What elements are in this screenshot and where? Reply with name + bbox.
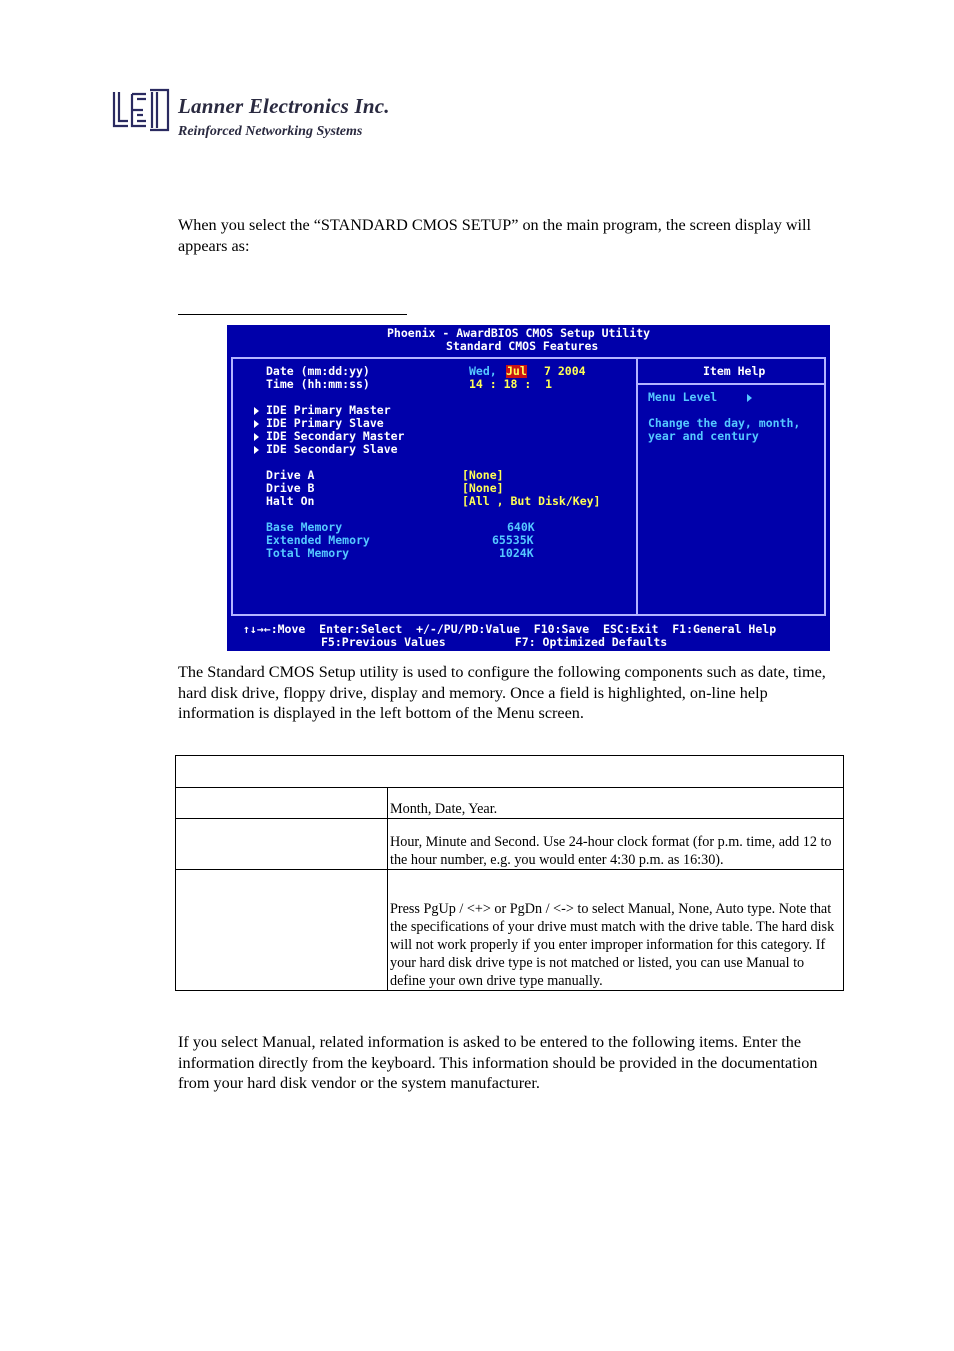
date-day: Wed, [469, 364, 497, 378]
intro-paragraph: When you select the “STANDARD CMOS SETUP” on the main program, the screen display will appears as: [178, 216, 812, 255]
table-row [176, 870, 844, 991]
table-row [176, 819, 844, 870]
company-tagline: Reinforced Networking Systems [178, 124, 363, 139]
table-label-cell [176, 870, 388, 991]
ide-secondary-slave[interactable]: IDE Secondary Slave [266, 442, 398, 456]
submenu-arrow-icon [254, 407, 259, 415]
menu-level-label: Menu Level [648, 390, 718, 404]
company-name: Lanner Electronics Inc. [178, 94, 390, 118]
item-help-title: Item Help [703, 364, 766, 378]
bios-footer-defaults: F5:Previous Values F7: Optimized Defaults [321, 635, 668, 649]
drive-b-label: Drive B [266, 481, 315, 495]
manual-paragraph: If you select Manual, related information is asked to be entered to the following items. Enter the information directly from the keyboard. This information should be provided in the documentation from your hard disk vendor or the system manufacturer. [178, 1033, 818, 1093]
total-memory-value: 1024K [499, 546, 534, 560]
ide-primary-master[interactable]: IDE Primary Master [266, 403, 391, 417]
date-label: Date (mm:dd:yy) [266, 364, 370, 378]
table-row [176, 788, 844, 819]
bios-screen [227, 325, 830, 651]
lei-logo-icon [110, 88, 172, 132]
submenu-arrow-icon [254, 446, 259, 454]
drive-a-label: Drive A [266, 468, 315, 482]
ide-primary-slave[interactable]: IDE Primary Slave [266, 416, 384, 430]
table-desc-cell: Press PgUp / <+> or PgDn / <-> to select Manual, None, Auto type. Note that the specifications of your drive must match with the drive table. The hard disk will not work properly if you enter improper information for this category. If your hard disk drive type is not matched or listed, you can use Manual to define your own drive type manually. [388, 870, 844, 991]
base-memory-label: Base Memory [266, 520, 343, 534]
bios-title: Phoenix - AwardBIOS CMOS Setup Utility [387, 326, 651, 340]
bios-footer-keys: ↑↓→←:Move Enter:Select +/-/PU/PD:Value F10:Save ESC:Exit F1:General Help [243, 622, 777, 636]
submenu-arrow-icon [254, 420, 259, 428]
description-paragraph: The Standard CMOS Setup utility is used to configure the following components such as date, time, hard disk drive, floppy drive, display and memory. Once a field is highlighted, on-line help information is displayed in the left bottom of the Menu screen. [178, 663, 826, 723]
bios-subtitle: Standard CMOS Features [446, 339, 599, 353]
options-table [175, 755, 844, 991]
halt-on-label: Halt On [266, 494, 315, 508]
section-rule [178, 314, 407, 315]
table-header-row [176, 756, 844, 788]
halt-on-value[interactable]: [All , But Disk/Key] [462, 494, 601, 508]
date-month-field[interactable]: Jul [506, 364, 527, 378]
time-value[interactable]: 14 : 18 : 1 [469, 377, 553, 391]
bios-frame [231, 357, 826, 616]
menu-level-arrow-icon [747, 394, 752, 402]
bios-divider [636, 359, 638, 616]
total-memory-label: Total Memory [266, 546, 350, 560]
extended-memory-label: Extended Memory [266, 533, 370, 547]
ide-secondary-master[interactable]: IDE Secondary Master [266, 429, 405, 443]
company-logo [110, 88, 410, 148]
table-header-cell [176, 756, 844, 788]
bios-help-separator [638, 383, 824, 385]
date-day-year[interactable]: 7 2004 [544, 364, 586, 378]
table-desc-cell: Month, Date, Year. [388, 788, 844, 819]
table-desc-cell: Hour, Minute and Second. Use 24-hour clock format (for p.m. time, add 12 to the hour number, e.g. you would enter 4:30 p.m. as 16:30). [388, 819, 844, 870]
table-label-cell [176, 819, 388, 870]
help-text-line2: year and century [648, 429, 759, 443]
drive-a-value[interactable]: [None] [462, 468, 504, 482]
extended-memory-value: 65535K [492, 533, 534, 547]
time-label: Time (hh:mm:ss) [266, 377, 370, 391]
drive-b-value[interactable]: [None] [462, 481, 504, 495]
table-label-cell [176, 788, 388, 819]
submenu-arrow-icon [254, 433, 259, 441]
base-memory-value: 640K [507, 520, 535, 534]
help-text-line1: Change the day, month, [648, 416, 801, 430]
